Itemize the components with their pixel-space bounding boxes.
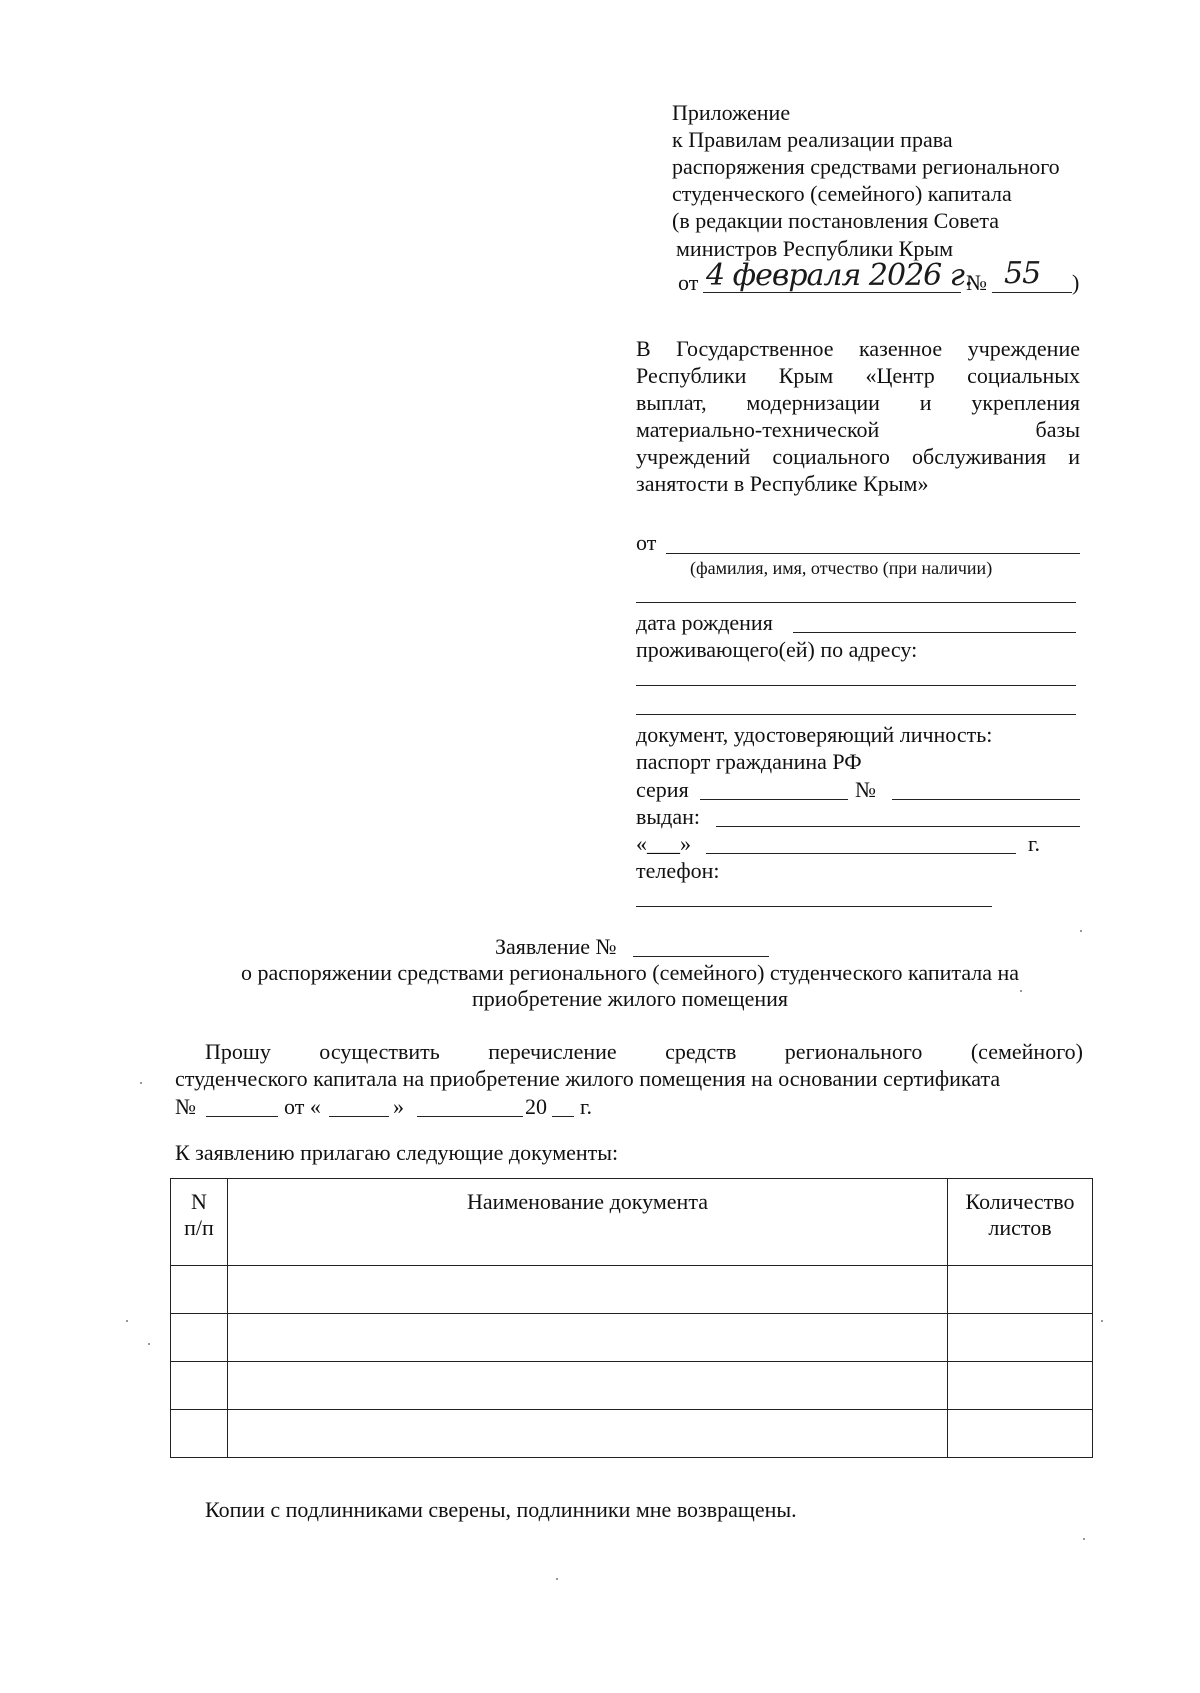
addressee-line: выплат, модернизации и укрепления [636, 390, 1080, 415]
application-heading: Заявление № [495, 934, 617, 959]
table-cell-number[interactable] [171, 1314, 228, 1362]
table-row [171, 1266, 1093, 1314]
issued-label: выдан: [636, 804, 701, 829]
handwritten-number: 55 [1004, 256, 1041, 291]
table-cell-sheet-count[interactable] [948, 1362, 1093, 1410]
table-row [171, 1410, 1093, 1458]
column-header-document-name: Наименование документа [227, 1179, 947, 1266]
table-cell-document-name[interactable] [227, 1266, 947, 1314]
certificate-year-field[interactable] [552, 1116, 574, 1117]
fio-field-continued[interactable] [636, 602, 1076, 603]
issue-year-suffix: г. [1028, 831, 1041, 856]
application-number-field[interactable] [633, 956, 769, 957]
birth-date-field[interactable] [793, 632, 1076, 633]
certificate-day-field[interactable] [329, 1116, 389, 1117]
passport-no-field[interactable] [892, 799, 1080, 800]
table-cell-number[interactable] [171, 1410, 228, 1458]
certificate-year-suffix: г. [580, 1094, 593, 1119]
certificate-quote-close: » [393, 1094, 404, 1119]
table-row [171, 1314, 1093, 1362]
application-subtitle-1: о распоряжении средствами регионального (семейного) студенческого капитала на [240, 960, 1020, 985]
table-cell-document-name[interactable] [227, 1314, 947, 1362]
issue-date-day: «___» [636, 831, 691, 856]
request-line-2: студенческого капитала на приобретение жилого помещения на основании сертификата [175, 1066, 1001, 1091]
table-cell-number[interactable] [171, 1266, 228, 1314]
addressee-line-last: занятости в Республике Крым» [636, 471, 929, 496]
number-underline [992, 292, 1072, 293]
scan-speck [556, 1578, 558, 1580]
scan-speck [1101, 1320, 1103, 1322]
certificate-month-field[interactable] [417, 1116, 523, 1117]
certificate-no-field[interactable] [206, 1116, 278, 1117]
birth-date-label: дата рождения [636, 610, 773, 635]
application-subtitle-2: приобретение жилого помещения [471, 986, 789, 1011]
table-row [171, 1362, 1093, 1410]
appendix-line: студенческого (семейного) капитала [672, 181, 1012, 206]
appendix-line: к Правилам реализации права [672, 127, 953, 152]
number-label: № [966, 270, 987, 295]
issued-field[interactable] [716, 826, 1080, 827]
certificate-from-label: от « [284, 1094, 321, 1119]
appendix-line: Приложение [672, 100, 791, 125]
attachments-intro: К заявлению прилагаю следующие документы: [175, 1140, 619, 1165]
table-cell-document-name[interactable] [227, 1410, 947, 1458]
passport-label: паспорт гражданина РФ [636, 749, 862, 774]
table-cell-number[interactable] [171, 1362, 228, 1410]
column-header-sheet-count: Количество листов [948, 1179, 1093, 1266]
table-header-row [171, 1179, 1093, 1266]
id-document-label: документ, удостоверяющий личность: [636, 722, 993, 747]
column-header-number: N п/п [171, 1179, 228, 1266]
table-cell-sheet-count[interactable] [948, 1266, 1093, 1314]
scan-speck [126, 1320, 128, 1322]
table-cell-sheet-count[interactable] [948, 1314, 1093, 1362]
scan-speck [140, 1082, 142, 1084]
request-line-1: Прошу осуществить перечисление средств регионального (семейного) [205, 1039, 1083, 1064]
appendix-line: министров Республики Крым [676, 236, 954, 261]
table-cell-document-name[interactable] [227, 1362, 947, 1410]
series-label: серия [636, 777, 689, 802]
appendix-line: (в редакции постановления Совета [672, 208, 1000, 233]
addressee-line: материально-технической базы [636, 417, 1080, 442]
table-cell-sheet-count[interactable] [948, 1410, 1093, 1458]
from-label: от [636, 530, 657, 555]
documents-table [170, 1178, 1093, 1458]
phone-field[interactable] [636, 906, 992, 907]
closing-paren: ) [1072, 270, 1080, 295]
fio-field[interactable] [666, 553, 1080, 554]
fio-hint: (фамилия, имя, отчество (при наличии) [690, 558, 993, 578]
address-field-2[interactable] [636, 714, 1076, 715]
scan-speck [1020, 990, 1022, 992]
passport-no-label: № [855, 777, 876, 802]
appendix-line: распоряжения средствами регионального [672, 154, 1060, 179]
scan-speck [1083, 1538, 1085, 1540]
handwritten-date: 4 февраля 2026 г. [706, 258, 973, 293]
certificate-no-label: № [175, 1094, 196, 1119]
address-label: проживающего(ей) по адресу: [636, 637, 918, 662]
addressee-line: В Государственное казенное учреждение [636, 336, 1080, 361]
scan-speck [148, 1343, 150, 1345]
series-field[interactable] [700, 799, 848, 800]
addressee-line: Республики Крым «Центр социальных [636, 363, 1080, 388]
addressee-line: учреждений социального обслуживания и [636, 444, 1080, 469]
appendix-from-prefix: от [678, 270, 699, 295]
address-field-1[interactable] [636, 685, 1076, 686]
certificate-year-prefix: 20 [525, 1094, 547, 1119]
scan-speck [1080, 930, 1082, 932]
copies-verified-note: Копии с подлинниками сверены, подлинники мне возвращены. [205, 1497, 797, 1522]
phone-label: телефон: [636, 858, 720, 883]
issue-date-field[interactable] [706, 853, 1016, 854]
